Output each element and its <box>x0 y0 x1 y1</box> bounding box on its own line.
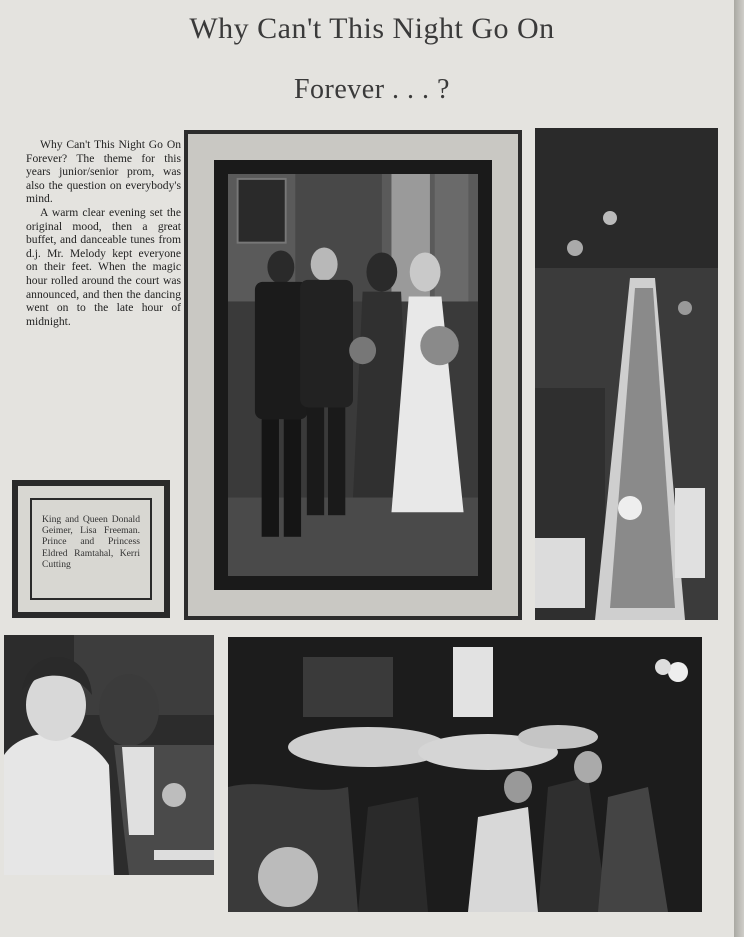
couple-photo <box>4 635 214 875</box>
court-caption: King and Queen Donald Geimer, Lisa Freeman. Prince and Princess Eldred Ramtahal, Kerri Cutting <box>30 498 152 600</box>
page-title-line-1: Why Can't This Night Go On <box>189 12 555 45</box>
intro-paragraph-1: Why Can't This Night Go On Forever? The theme for this years junior/senior prom, was also the question on everybody's mind. <box>26 138 181 206</box>
buffet-photo <box>535 128 718 620</box>
intro-text <box>26 138 181 328</box>
court-caption-box <box>12 480 170 618</box>
court-photo <box>228 174 478 576</box>
court-photo-frame <box>184 130 522 620</box>
page-title-line-2: Forever . . . ? <box>293 74 450 105</box>
page-spine <box>734 0 744 937</box>
intro-paragraph-2: A warm clear evening set the original mood, then a great buffet, and danceable tunes from d.j. Mr. Melody kept everyone on their feet. When the magic hour rolled around the court was announced, and then the dancing went on to the late hour of midnight. <box>26 205 181 328</box>
dance-floor-photo <box>228 637 702 912</box>
